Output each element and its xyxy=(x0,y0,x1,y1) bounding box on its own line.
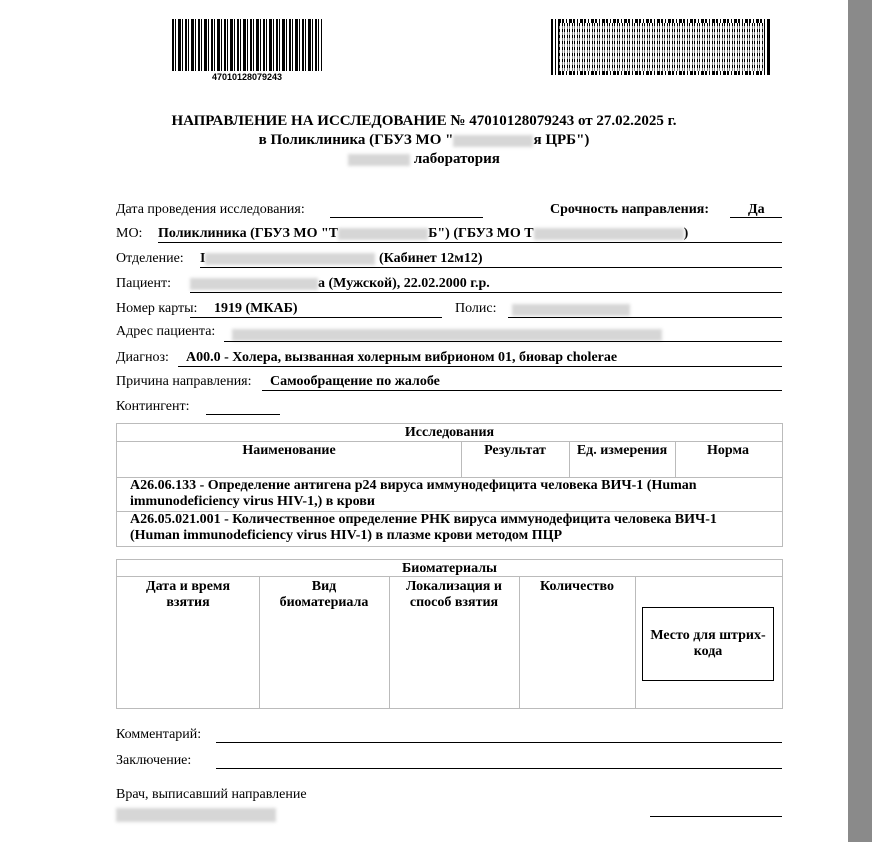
contingent-label: Контингент: xyxy=(116,399,190,414)
diagnosis-value: A00.0 - Холера, вызванная холерным вибрионом 01, биовар cholerae xyxy=(186,350,618,365)
reason-value: Самообращение по жалобе xyxy=(270,374,440,389)
research-row-2-line2: (Human immunodeficiency virus HIV-1) в плазме крови методом ПЦР xyxy=(130,528,563,543)
laboratory-name: лаборатория xyxy=(0,151,848,168)
research-header-name: Наименование xyxy=(242,443,336,458)
diagnosis-line xyxy=(178,366,782,367)
research-header-result: Результат xyxy=(484,443,546,458)
date-line xyxy=(330,217,483,218)
biomaterial-table-title: Биоматериалы xyxy=(402,561,497,576)
urgency-line xyxy=(730,217,782,218)
comment-line xyxy=(216,742,782,743)
bio-divider-3 xyxy=(519,576,520,708)
address-label: Адрес пациента: xyxy=(116,324,216,339)
signature-line xyxy=(650,816,782,817)
date-label: Дата проведения исследования: xyxy=(116,202,305,217)
viewer-background xyxy=(848,0,872,842)
research-row-2-line1: A26.05.021.001 - Количественное определение РНК вируса иммунодефицита человека ВИЧ-1 xyxy=(130,512,717,527)
barcode-number: 47010128079243 xyxy=(211,72,283,82)
bio-header-date: Дата и время взятия xyxy=(145,579,231,610)
document-subtitle: в Поликлиника (ГБУЗ МО " я ЦРБ") xyxy=(258,132,590,148)
barcode-2d xyxy=(551,19,771,75)
research-header-unit: Ед. измерения xyxy=(576,443,668,458)
department-line xyxy=(200,267,782,268)
mo-label: МО: xyxy=(116,226,143,241)
urgency-label: Срочность направления: xyxy=(550,202,710,217)
contingent-line xyxy=(206,414,280,415)
card-label: Номер карты: xyxy=(116,301,198,316)
patient-label: Пациент: xyxy=(116,276,172,291)
mo-value: Поликлиника (ГБУЗ МО "Т Б") (ГБУЗ МО Т ) xyxy=(158,226,689,241)
biomaterial-title-divider xyxy=(117,576,782,577)
research-row-1-line1: A26.06.133 - Определение антигена p24 вируса иммунодефицита человека ВИЧ-1 (Human xyxy=(130,478,697,493)
comment-label: Комментарий: xyxy=(116,727,202,742)
research-title-divider xyxy=(117,441,782,442)
bio-divider-4 xyxy=(635,576,636,708)
patient-value: а (Мужской), 22.02.2000 г.р. xyxy=(190,276,490,292)
barcode-linear xyxy=(172,19,322,71)
card-value: 1919 (МКАБ) xyxy=(214,301,298,316)
department-value: І (Кабинет 12м12) xyxy=(200,251,483,266)
conclusion-label: Заключение: xyxy=(116,753,192,768)
bio-header-location: Локализация и способ взятия xyxy=(406,579,502,610)
research-row xyxy=(130,478,775,510)
bio-header-quantity: Количество xyxy=(539,579,615,594)
policy-line xyxy=(508,317,782,318)
doctor-name xyxy=(116,806,276,824)
conclusion-line xyxy=(216,768,782,769)
reason-line xyxy=(262,390,782,391)
barcode-placeholder-text: Место для штрих-кода xyxy=(650,628,766,659)
card-line xyxy=(190,317,442,318)
bio-divider-2 xyxy=(389,576,390,708)
mo-line xyxy=(158,242,782,243)
policy-label: Полис: xyxy=(455,301,497,316)
bio-header-type: Вид биоматериала xyxy=(279,579,369,610)
research-table-title: Исследования xyxy=(404,425,495,440)
research-header-norm: Норма xyxy=(707,443,749,458)
bio-divider-1 xyxy=(259,576,260,708)
diagnosis-label: Диагноз: xyxy=(116,350,169,365)
urgency-value: Да xyxy=(748,202,765,217)
research-row-1-line2: immunodeficiency virus HIV-1,) в крови xyxy=(130,494,375,509)
document-title: НАПРАВЛЕНИЕ НА ИССЛЕДОВАНИЕ № 47010128079243 от 27.02.2025 г. xyxy=(171,113,677,129)
address-line xyxy=(224,341,782,342)
reason-label: Причина направления: xyxy=(116,374,252,389)
patient-line xyxy=(190,292,782,293)
department-label: Отделение: xyxy=(116,251,184,266)
research-row xyxy=(130,512,775,544)
doctor-label: Врач, выписавший направление xyxy=(116,787,307,802)
